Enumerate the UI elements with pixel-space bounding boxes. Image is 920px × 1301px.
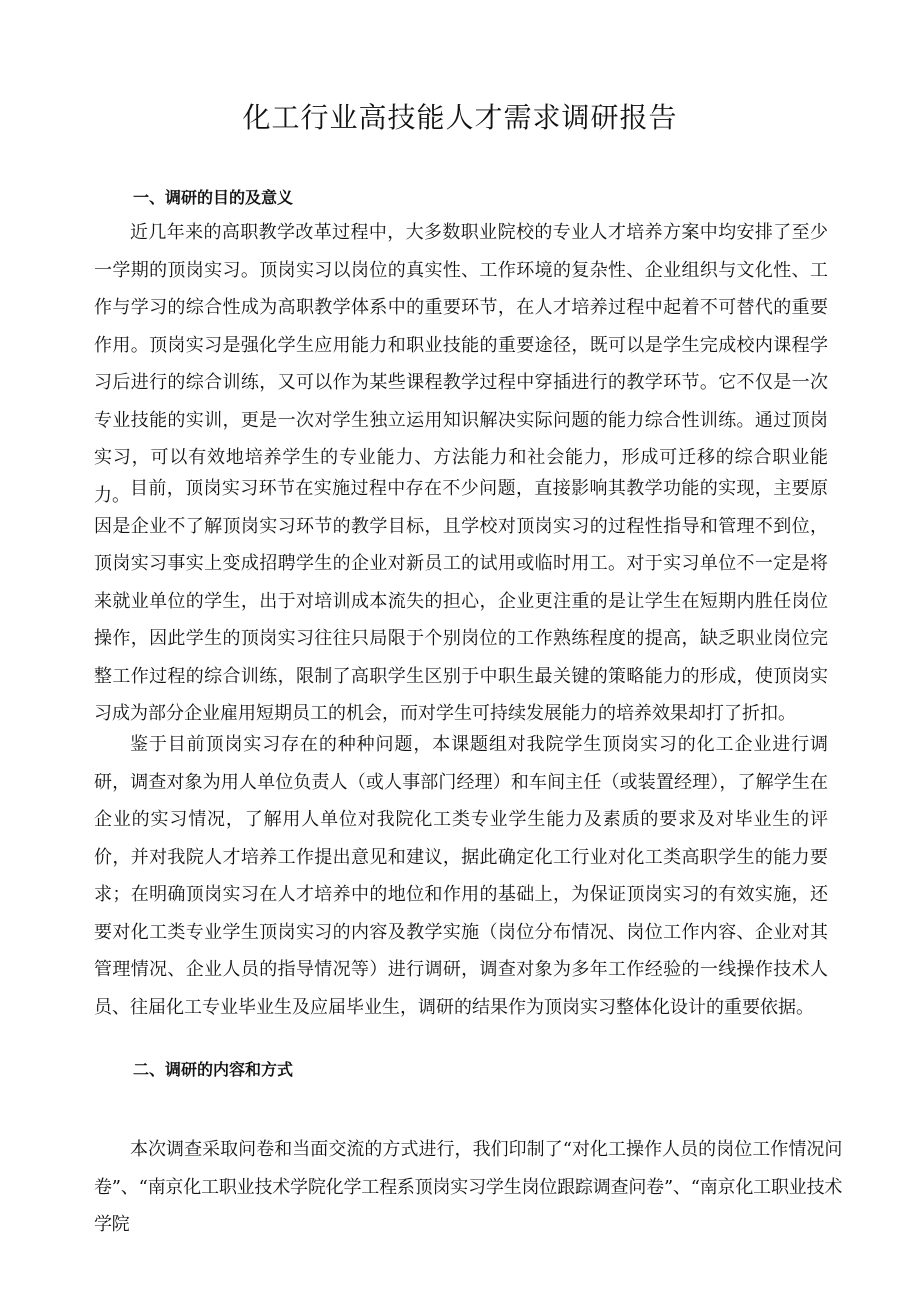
paragraph-survey-method: 本次调查采取问卷和当面交流的方式进行，我们印制了“对化工操作人员的岗位工作情况问卷”、“南京化工职业技术学院化学工程系顶岗实习学生岗位跟踪调查问卷”、“南京化工职业技术学院 [94,1139,842,1235]
paragraph-current-problems: 目前，顶岗实习环节在实施过程中存在不少问题，直接影响其教学功能的实现，主要原因是企业不了解顶岗实习环节的教学目标，且学校对顶岗实习的过程性指导和管理不到位，顶岗实习事实上变成招聘学生的企业对新员工的试用或临时用工。对于实习单位不一定是将来就业单位的学生，出于对培训成本流失的担心，企业更注重的是让学生在短期内胜任岗位操作，因此学生的顶岗实习往往只局限于个别岗位的工作熟练程度的提高，缺乏职业岗位完整工作过程的综合训练，限制了高职学生区别于中职生最关键的策略能力的形成，使顶岗实习成为部分企业雇用短期员工的机会，而对学生可持续发展能力的培养效果却打了折扣。 [94,478,828,724]
section-heading-content-methods: 二、调研的内容和方式 [133,1060,294,1079]
paragraph-significance: 近几年来的高职教学改革过程中，大多数职业院校的专业人才培养方案中均安排了至少一学期的顶岗实习。顶岗实习以岗位的真实性、工作环境的复杂性、企业组织与文化性、工作与学习的综合性成为高职教学体系中的重要环节，在人才培养过程中起着不可替代的重要作用。顶岗实习是强化学生应用能力和职业技能的重要途径，既可以是学生完成校内课程学习后进行的综合训练，又可以作为某些课程教学过程中穿插进行的教学环节。它不仅是一次专业技能的实训，更是一次对学生独立运用知识解决实际问题的能力综合性训练。通过顶岗实习，可以有效地培养学生的专业能力、方法能力和社会能力，形成可迁移的综合职业能力。 [94,222,828,506]
section-heading-purpose: 一、调研的目的及意义 [133,188,294,207]
document-title: 化工行业高技能人才需求调研报告 [242,101,678,134]
paragraph-research-plan: 鉴于目前顶岗实习存在的种种问题，本课题组对我院学生顶岗实习的化工企业进行调研，调查对象为用人单位负责人（或人事部门经理）和车间主任（或装置经理），了解学生在企业的实习情况，了解用人单位对我院化工类专业学生能力及素质的要求及对毕业生的评价，并对我院人才培养工作提出意见和建议，据此确定化工行业对化工类高职学生的能力要求；在明确顶岗实习在人才培养中的地位和作用的基础上，为保证顶岗实习的有效实施，还要对化工类专业学生顶岗实习的内容及教学实施（岗位分布情况、岗位工作内容、企业对其管理情况、企业人员的指导情况等）进行调研，调查对象为多年工作经验的一线操作技术人员、往届化工专业毕业生及应届毕业生，调研的结果作为顶岗实习整体化设计的重要依据。 [94,734,828,1018]
